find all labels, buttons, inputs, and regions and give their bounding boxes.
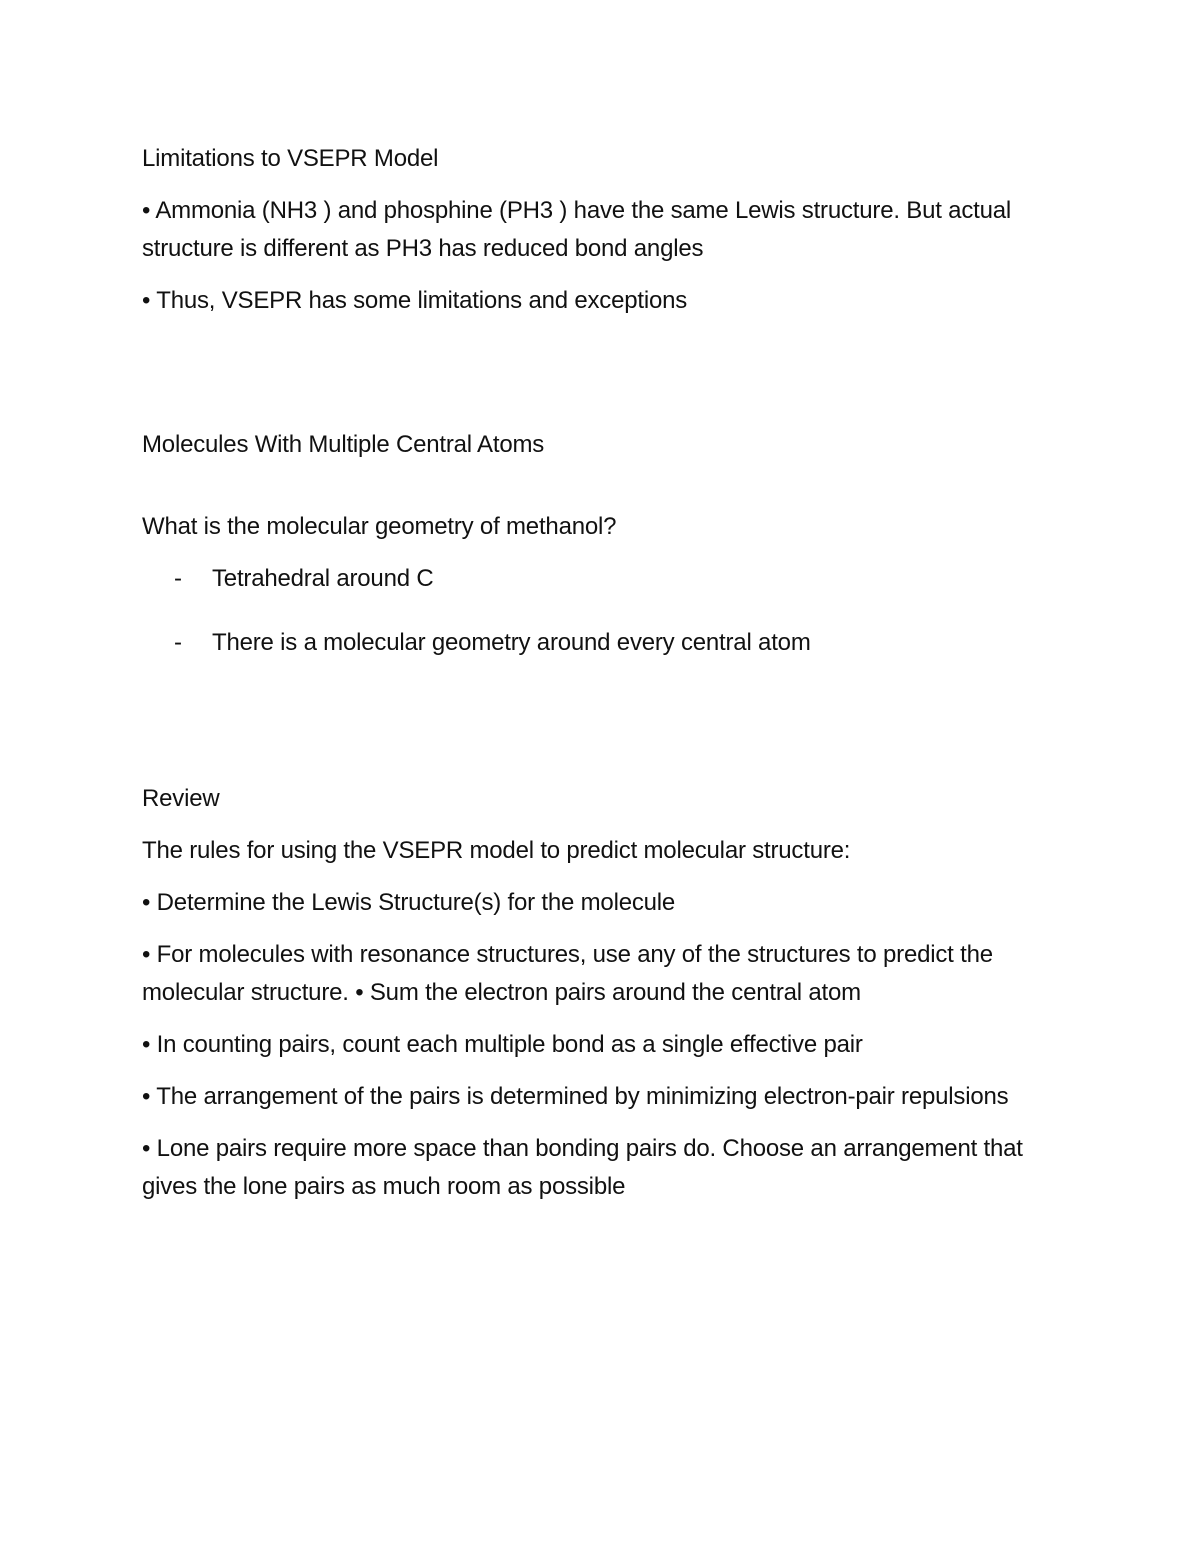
dash-marker: - — [174, 565, 182, 592]
review-bullet-multiple-bond: • In counting pairs, count each multiple bond as a single effective pair — [142, 1031, 863, 1058]
dash-item-text: There is a molecular geometry around every central atom — [212, 629, 811, 656]
review-bullet-resonance: • For molecules with resonance structures, use any of the structures to predict the molecular structure. • Sum the electron pairs around the central atom — [142, 941, 993, 1006]
document-body — [142, 140, 1057, 1220]
dash-marker: - — [174, 629, 182, 656]
question-methanol: What is the molecular geometry of methanol? — [142, 513, 617, 540]
dash-item-tetrahedral — [142, 560, 1057, 598]
spacer — [142, 688, 1057, 780]
bullet-vsepr-limitations: • Thus, VSEPR has some limitations and exceptions — [142, 287, 688, 314]
dash-item-every-central-atom — [142, 624, 1057, 662]
bullet-ammonia-phosphine: • Ammonia (NH3 ) and phosphine (PH3 ) have the same Lewis structure. But actual structure is different as PH3 has reduced bond angles — [142, 197, 1012, 262]
review-bullet-lewis-structure: • Determine the Lewis Structure(s) for the molecule — [142, 889, 676, 916]
section-heading-limitations: Limitations to VSEPR Model — [142, 145, 439, 172]
review-intro: The rules for using the VSEPR model to predict molecular structure: — [142, 837, 851, 864]
spacer — [142, 334, 1057, 426]
review-bullet-minimize-repulsion: • The arrangement of the pairs is determined by minimizing electron-pair repulsions — [142, 1083, 1009, 1110]
section-heading-review: Review — [142, 785, 220, 812]
dash-item-text: Tetrahedral around C — [212, 565, 434, 592]
section-heading-multiple-central-atoms: Molecules With Multiple Central Atoms — [142, 431, 545, 458]
review-bullet-lone-pairs: • Lone pairs require more space than bonding pairs do. Choose an arrangement that gives the lone pairs as much room as possible — [142, 1135, 1023, 1200]
